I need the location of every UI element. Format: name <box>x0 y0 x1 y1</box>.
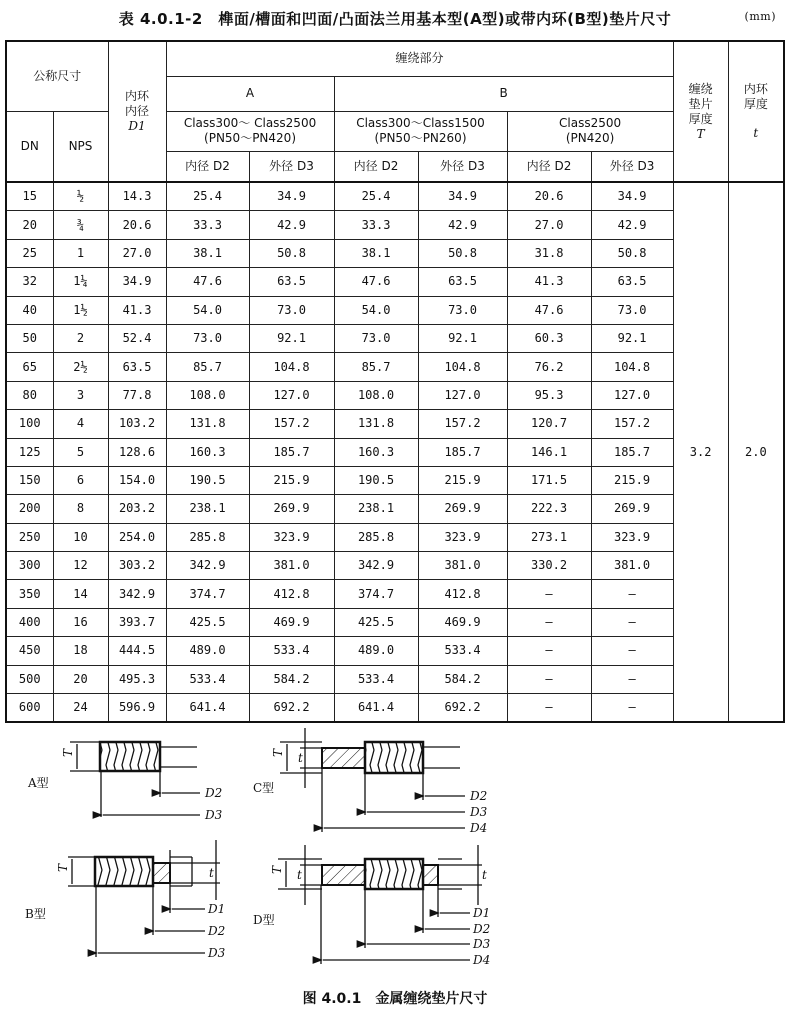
table-cell: 92.1 <box>591 324 673 352</box>
header-winding-thickness <box>673 41 728 182</box>
table-cell: 185.7 <box>591 438 673 466</box>
table-row <box>6 296 784 324</box>
label-d2-a: D2 <box>205 786 223 800</box>
header-b2-d2: 内径 D2 <box>507 151 591 182</box>
table-cell: 412.8 <box>249 580 334 608</box>
table-cell: 2 <box>53 324 108 352</box>
table-cell: 1¼ <box>53 268 108 296</box>
table-cell: 52.4 <box>108 324 166 352</box>
table-cell: 374.7 <box>334 580 418 608</box>
table-title-text: 表 4.0.1-2 榫面/槽面和凹面/凸面法兰用基本型(A型)或带内环(B型)垫片尺寸 <box>118 10 672 28</box>
table-cell: 323.9 <box>418 523 507 551</box>
table-cell: 127.0 <box>591 381 673 409</box>
table-cell: — <box>507 637 591 665</box>
table-row <box>6 381 784 409</box>
table-cell: 54.0 <box>166 296 249 324</box>
table-cell: 450 <box>6 637 53 665</box>
table-cell: 285.8 <box>166 523 249 551</box>
label-type-b: B型 <box>25 907 46 921</box>
table-cell: 238.1 <box>166 495 249 523</box>
table-cell: 185.7 <box>249 438 334 466</box>
table-cell: 425.5 <box>334 608 418 636</box>
table-cell: 73.0 <box>334 324 418 352</box>
label-d2-d: D2 <box>473 922 491 936</box>
table-cell: 533.4 <box>418 637 507 665</box>
table-cell: 42.9 <box>249 211 334 239</box>
table-cell: 73.0 <box>166 324 249 352</box>
table-cell: 25.4 <box>166 182 249 211</box>
class-b1-text: Class300～Class1500 <box>356 116 485 130</box>
table-cell: 63.5 <box>591 268 673 296</box>
table-cell: 131.8 <box>334 410 418 438</box>
table-cell: 222.3 <box>507 495 591 523</box>
table-cell: 50 <box>6 324 53 352</box>
table-cell: 374.7 <box>166 580 249 608</box>
label-d2-b: D2 <box>208 924 226 938</box>
gasket-dimension-table <box>5 40 785 723</box>
table-cell: 1½ <box>53 296 108 324</box>
label-d4-d: D4 <box>473 953 491 967</box>
table-cell: 108.0 <box>334 381 418 409</box>
class-a-text: Class300～ Class2500 <box>183 116 317 130</box>
table-cell: 692.2 <box>249 694 334 723</box>
header-T: T <box>696 126 705 141</box>
table-cell: 381.0 <box>249 552 334 580</box>
gasket-diagrams <box>0 725 790 985</box>
table-cell: 203.2 <box>108 495 166 523</box>
table-cell: 50.8 <box>249 239 334 267</box>
table-cell: 8 <box>53 495 108 523</box>
header-inner-ring-thickness-text: 内环厚度 <box>743 82 768 111</box>
table-cell: 47.6 <box>334 268 418 296</box>
table-cell: 215.9 <box>591 466 673 494</box>
table-cell: 692.2 <box>418 694 507 723</box>
table-cell: — <box>591 637 673 665</box>
table-cell: 73.0 <box>249 296 334 324</box>
winding-thickness-value: 3.2 <box>673 182 728 722</box>
label-type-a: A型 <box>28 776 49 790</box>
table-cell: 47.6 <box>507 296 591 324</box>
table-cell: 489.0 <box>166 637 249 665</box>
label-d3-d: D3 <box>473 937 491 951</box>
table-cell: 50.8 <box>591 239 673 267</box>
table-row <box>6 495 784 523</box>
table-cell: 31.8 <box>507 239 591 267</box>
table-cell: 131.8 <box>166 410 249 438</box>
table-cell: 254.0 <box>108 523 166 551</box>
table-title <box>0 8 790 29</box>
table-cell: — <box>591 694 673 723</box>
table-cell: ¾ <box>53 211 108 239</box>
table-cell: 32 <box>6 268 53 296</box>
table-cell: 95.3 <box>507 381 591 409</box>
table-cell: 250 <box>6 523 53 551</box>
table-cell: 444.5 <box>108 637 166 665</box>
table-cell: 285.8 <box>334 523 418 551</box>
table-cell: 381.0 <box>418 552 507 580</box>
table-cell: 85.7 <box>166 353 249 381</box>
table-cell: 65 <box>6 353 53 381</box>
diagram-type-d <box>278 845 482 964</box>
table-cell: 3 <box>53 381 108 409</box>
table-cell: 533.4 <box>166 665 249 693</box>
table-cell: 300 <box>6 552 53 580</box>
table-cell: ½ <box>53 182 108 211</box>
table-cell: 269.9 <box>418 495 507 523</box>
table-cell: 584.2 <box>418 665 507 693</box>
table-cell: 50.8 <box>418 239 507 267</box>
label-d3-b: D3 <box>208 946 226 960</box>
table-cell: 92.1 <box>418 324 507 352</box>
table-cell: 38.1 <box>334 239 418 267</box>
diagram-type-a <box>70 742 200 817</box>
header-nominal-size: 公称尺寸 <box>6 41 108 111</box>
table-row <box>6 523 784 551</box>
label-d1-d: D1 <box>473 906 491 920</box>
table-cell: 500 <box>6 665 53 693</box>
table-row <box>6 580 784 608</box>
table-cell: 4 <box>53 410 108 438</box>
table-cell: 157.2 <box>249 410 334 438</box>
table-cell: 128.6 <box>108 438 166 466</box>
label-T-b: T <box>56 863 70 872</box>
table-cell: 34.9 <box>418 182 507 211</box>
table-cell: 190.5 <box>166 466 249 494</box>
label-T-c: T <box>271 748 285 757</box>
header-class-b2 <box>507 111 673 151</box>
table-cell: 342.9 <box>166 552 249 580</box>
pn-b1-text: (PN50～PN260) <box>374 131 467 145</box>
table-cell: 342.9 <box>334 552 418 580</box>
table-row <box>6 410 784 438</box>
table-cell: 54.0 <box>334 296 418 324</box>
table-cell: 34.9 <box>108 268 166 296</box>
figure-caption: 图 4.0.1 金属缠绕垫片尺寸 <box>302 991 488 1007</box>
table-cell: 104.8 <box>591 353 673 381</box>
table-cell: 157.2 <box>591 410 673 438</box>
header-dn: DN <box>6 111 53 182</box>
header-class-b1 <box>334 111 507 151</box>
class-b2-text: Class2500 <box>559 116 622 130</box>
table-cell: 185.7 <box>418 438 507 466</box>
label-T-a: T <box>61 748 75 757</box>
label-t-d-right: t <box>482 868 487 882</box>
table-cell: 33.3 <box>334 211 418 239</box>
table-cell: 20.6 <box>507 182 591 211</box>
table-cell: 76.2 <box>507 353 591 381</box>
table-cell: 27.0 <box>507 211 591 239</box>
table-cell: 63.5 <box>108 353 166 381</box>
table-cell: 20 <box>6 211 53 239</box>
label-d1-b: D1 <box>208 902 226 916</box>
diagram-type-b <box>68 840 220 957</box>
table-cell: 104.8 <box>249 353 334 381</box>
table-cell: 38.1 <box>166 239 249 267</box>
table-cell: 425.5 <box>166 608 249 636</box>
table-cell: 469.9 <box>249 608 334 636</box>
table-cell: 41.3 <box>108 296 166 324</box>
table-cell: 489.0 <box>334 637 418 665</box>
table-cell: 27.0 <box>108 239 166 267</box>
table-cell: 120.7 <box>507 410 591 438</box>
table-cell: — <box>591 665 673 693</box>
table-cell: 24 <box>53 694 108 723</box>
header-b1-d2: 内径 D2 <box>334 151 418 182</box>
header-nps: NPS <box>53 111 108 182</box>
pn-b2-text: (PN420) <box>565 131 615 145</box>
table-row <box>6 211 784 239</box>
diagram-type-c <box>280 728 465 832</box>
table-cell: 160.3 <box>334 438 418 466</box>
table-cell: 596.9 <box>108 694 166 723</box>
table-cell: 34.9 <box>591 182 673 211</box>
label-t-b: t <box>209 866 214 880</box>
table-cell: 157.2 <box>418 410 507 438</box>
header-inner-ring-id <box>108 41 166 182</box>
table-cell: 16 <box>53 608 108 636</box>
table-cell: 1 <box>53 239 108 267</box>
table-cell: 80 <box>6 381 53 409</box>
label-d3-a: D3 <box>205 808 223 822</box>
table-cell: 14.3 <box>108 182 166 211</box>
table-cell: 469.9 <box>418 608 507 636</box>
table-cell: 18 <box>53 637 108 665</box>
table-cell: 2½ <box>53 353 108 381</box>
label-d3-c: D3 <box>470 805 488 819</box>
table-cell: 33.3 <box>166 211 249 239</box>
table-cell: 60.3 <box>507 324 591 352</box>
table-cell: 146.1 <box>507 438 591 466</box>
table-cell: 14 <box>53 580 108 608</box>
table-cell: 641.4 <box>166 694 249 723</box>
table-cell: 215.9 <box>418 466 507 494</box>
table-cell: 63.5 <box>249 268 334 296</box>
header-t: t <box>753 126 759 140</box>
table-cell: 40 <box>6 296 53 324</box>
header-inner-ring-id-text: 内环内径 <box>125 89 150 118</box>
label-d4-c: D4 <box>470 821 488 835</box>
table-cell: 12 <box>53 552 108 580</box>
table-cell: 154.0 <box>108 466 166 494</box>
table-cell: 42.9 <box>418 211 507 239</box>
table-cell: 73.0 <box>418 296 507 324</box>
header-inner-ring-thickness <box>728 41 784 182</box>
table-cell: — <box>507 694 591 723</box>
label-type-d: D型 <box>253 913 275 927</box>
table-row <box>6 438 784 466</box>
table-cell: 393.7 <box>108 608 166 636</box>
table-cell: 5 <box>53 438 108 466</box>
table-row <box>6 268 784 296</box>
table-cell: 25 <box>6 239 53 267</box>
table-cell: — <box>507 608 591 636</box>
table-cell: 85.7 <box>334 353 418 381</box>
table-row <box>6 694 784 723</box>
label-t-d-left: t <box>297 868 302 882</box>
table-cell: — <box>591 580 673 608</box>
table-cell: 77.8 <box>108 381 166 409</box>
table-cell: 6 <box>53 466 108 494</box>
table-cell: 20 <box>53 665 108 693</box>
header-winding-thickness-text: 缠绕垫片厚度 <box>688 81 713 126</box>
table-cell: 103.2 <box>108 410 166 438</box>
table-cell: 127.0 <box>249 381 334 409</box>
table-row <box>6 182 784 211</box>
table-cell: 400 <box>6 608 53 636</box>
table-row <box>6 665 784 693</box>
table-cell: 100 <box>6 410 53 438</box>
table-cell: 125 <box>6 438 53 466</box>
header-winding: 缠绕部分 <box>166 41 673 76</box>
label-t-c: t <box>298 751 303 765</box>
table-row <box>6 239 784 267</box>
table-cell: 200 <box>6 495 53 523</box>
table-cell: 25.4 <box>334 182 418 211</box>
label-type-c: C型 <box>253 781 275 795</box>
table-cell: 269.9 <box>591 495 673 523</box>
table-cell: 15 <box>6 182 53 211</box>
table-cell: 20.6 <box>108 211 166 239</box>
table-row <box>6 353 784 381</box>
table-cell: 238.1 <box>334 495 418 523</box>
table-cell: 533.4 <box>249 637 334 665</box>
table-cell: 34.9 <box>249 182 334 211</box>
table-cell: 495.3 <box>108 665 166 693</box>
table-cell: 600 <box>6 694 53 723</box>
header-group-b: B <box>334 76 673 111</box>
table-row <box>6 466 784 494</box>
header-a-d2: 内径 D2 <box>166 151 249 182</box>
header-d1: D1 <box>128 119 146 133</box>
table-cell: 190.5 <box>334 466 418 494</box>
table-cell: 323.9 <box>249 523 334 551</box>
table-cell: 533.4 <box>334 665 418 693</box>
table-row <box>6 324 784 352</box>
table-row <box>6 608 784 636</box>
table-cell: 215.9 <box>249 466 334 494</box>
label-d2-c: D2 <box>470 789 488 803</box>
table-cell: 641.4 <box>334 694 418 723</box>
unit-label: (mm) <box>744 10 776 23</box>
header-b2-d3: 外径 D3 <box>591 151 673 182</box>
table-cell: 73.0 <box>591 296 673 324</box>
table-row <box>6 552 784 580</box>
table-cell: 108.0 <box>166 381 249 409</box>
table-cell: 104.8 <box>418 353 507 381</box>
table-cell: 269.9 <box>249 495 334 523</box>
table-cell: 584.2 <box>249 665 334 693</box>
table-cell: 63.5 <box>418 268 507 296</box>
table-body <box>6 182 784 722</box>
table-cell: 92.1 <box>249 324 334 352</box>
table-cell: 160.3 <box>166 438 249 466</box>
table-cell: — <box>507 580 591 608</box>
table-row <box>6 637 784 665</box>
header-group-a: A <box>166 76 334 111</box>
table-cell: 171.5 <box>507 466 591 494</box>
table-cell: 323.9 <box>591 523 673 551</box>
pn-a-text: (PN50～PN420) <box>204 131 296 145</box>
inner-ring-thickness-value: 2.0 <box>728 182 784 722</box>
table-cell: 47.6 <box>166 268 249 296</box>
table-cell: 412.8 <box>418 580 507 608</box>
table-cell: 10 <box>53 523 108 551</box>
table-cell: 42.9 <box>591 211 673 239</box>
header-class-a <box>166 111 334 151</box>
table-cell: 303.2 <box>108 552 166 580</box>
label-T-d: T <box>270 865 284 874</box>
header-a-d3: 外径 D3 <box>249 151 334 182</box>
table-cell: 350 <box>6 580 53 608</box>
table-cell: 381.0 <box>591 552 673 580</box>
table-cell: — <box>507 665 591 693</box>
table-cell: 41.3 <box>507 268 591 296</box>
table-cell: 330.2 <box>507 552 591 580</box>
table-cell: — <box>591 608 673 636</box>
table-cell: 127.0 <box>418 381 507 409</box>
table-cell: 273.1 <box>507 523 591 551</box>
header-b1-d3: 外径 D3 <box>418 151 507 182</box>
table-cell: 150 <box>6 466 53 494</box>
table-cell: 342.9 <box>108 580 166 608</box>
